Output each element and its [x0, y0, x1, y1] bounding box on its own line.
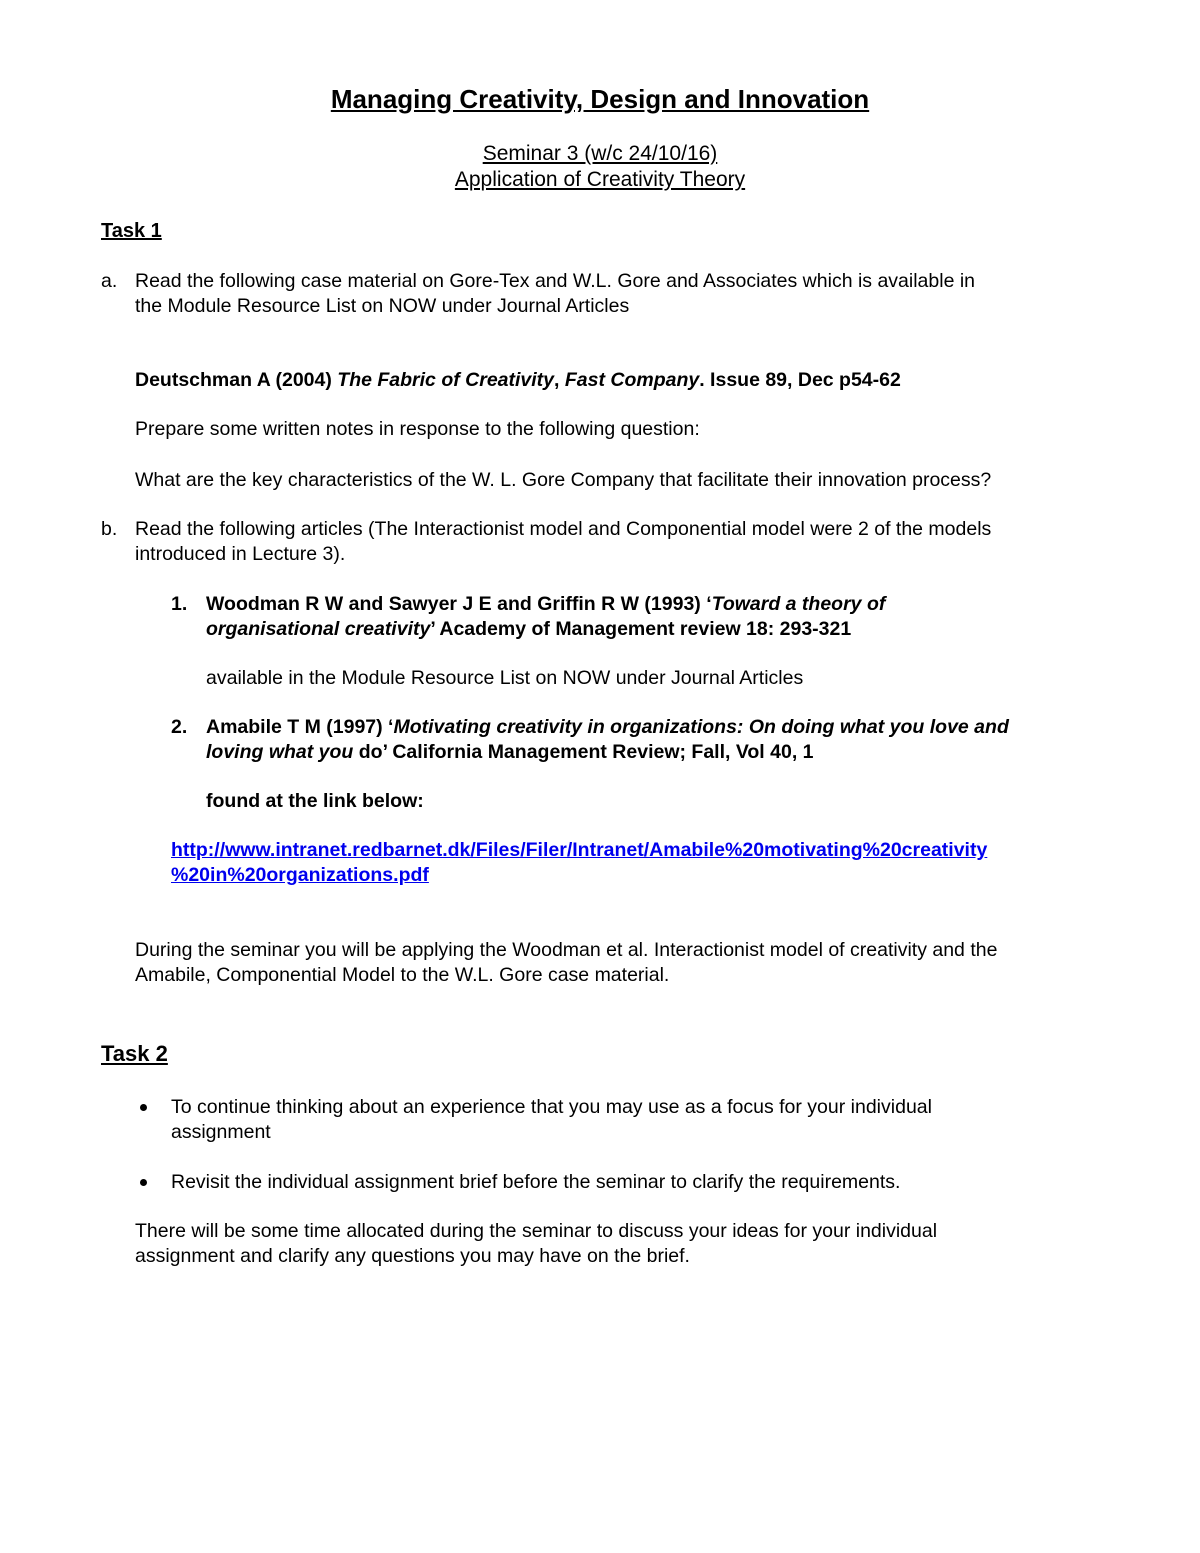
article-2-found-label: found at the link below:	[206, 790, 424, 812]
seminar-heading: Seminar 3 (w/c 24/10/16)	[482, 142, 718, 165]
article-2-number: 2.	[171, 716, 188, 738]
discussion-question: What are the key characteristics of the W. L. Gore Company that facilitate their innovation process?	[135, 469, 992, 491]
task1-heading: Task 1	[101, 220, 162, 242]
item-a-marker: a.	[101, 270, 118, 292]
article-2-link-cont[interactable]	[171, 863, 429, 888]
article-1-availability: available in the Module Resource List on NOW under Journal Articles	[206, 667, 804, 689]
article-1-citation: Woodman R W and Sawyer J E and Griffin R W (1993) ‘Toward a theory of	[206, 593, 886, 615]
article-2-link-part1[interactable]: http://www.intranet.redbarnet.dk/Files/Filer/Intranet/Amabile%20motivating%20creativity	[171, 839, 988, 861]
item-b-text: Read the following articles (The Interactionist model and Componential model were 2 of the models	[135, 518, 992, 540]
item-a-text: Read the following case material on Gore-Tex and W.L. Gore and Associates which is available in	[135, 270, 976, 292]
bullet-icon	[140, 1104, 147, 1111]
prepare-instruction: Prepare some written notes in response to the following question:	[135, 418, 700, 440]
task2-bullet-2: Revisit the individual assignment brief before the seminar to clarify the requirements.	[171, 1171, 901, 1193]
article-2-link[interactable]	[171, 838, 987, 863]
article-1-number: 1.	[171, 593, 188, 615]
task2-heading: Task 2	[101, 1041, 168, 1066]
task2-closing: There will be some time allocated during the seminar to discuss your ideas for your individual	[135, 1220, 938, 1242]
article-2-citation-cont: loving what you do’ California Management Review; Fall, Vol 40, 1	[206, 741, 814, 763]
article-1-citation-cont: organisational creativity’ Academy of Management review 18: 293-321	[206, 618, 852, 640]
bullet-icon	[140, 1179, 147, 1186]
reference-deutschman: Deutschman A (2004) The Fabric of Creativity, Fast Company. Issue 89, Dec p54-62	[135, 369, 901, 391]
task1-closing-cont: Amabile, Componential Model to the W.L. Gore case material.	[135, 964, 670, 986]
task2-closing-cont: assignment and clarify any questions you may have on the brief.	[135, 1245, 690, 1267]
article-2-citation: Amabile T M (1997) ‘Motivating creativity in organizations: On doing what you love and	[206, 716, 1009, 738]
article-2-link-part2[interactable]: %20in%20organizations.pdf	[171, 864, 429, 886]
item-b-text-cont: introduced in Lecture 3).	[135, 543, 346, 565]
task1-closing: During the seminar you will be applying the Woodman et al. Interactionist model of creativity and the	[135, 939, 998, 961]
task2-bullet-1-cont: assignment	[171, 1121, 271, 1143]
item-a-text-cont: the Module Resource List on NOW under Journal Articles	[135, 295, 630, 317]
item-b-marker: b.	[101, 518, 118, 540]
seminar-subtitle: Application of Creativity Theory	[454, 168, 746, 191]
document-title: Managing Creativity, Design and Innovation	[330, 84, 870, 114]
task2-bullet-1: To continue thinking about an experience that you may use as a focus for your individual	[171, 1096, 932, 1118]
